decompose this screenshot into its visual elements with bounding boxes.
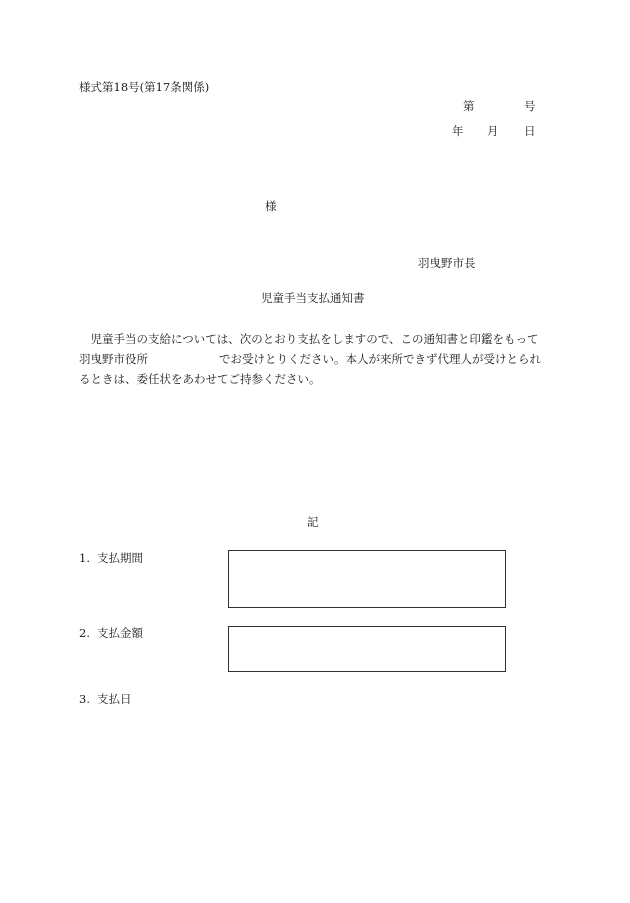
item-payment-period — [79, 553, 143, 565]
document-number-suffix: 号 — [524, 99, 536, 113]
body-line-2-text: でお受けとりください。本人が来所できず代理人が受けとられ — [219, 352, 541, 366]
document-number-prefix: 第 — [463, 99, 475, 113]
item-number: 1. — [79, 551, 90, 565]
recipient-honorific: 様 — [265, 199, 277, 213]
body-line-2 — [79, 349, 554, 369]
body-line-1-text: 児童手当の支給については、次のとおり支払をしますので、この通知書と印鑑をもって — [90, 332, 539, 346]
form-number: 様式第18号(第17条関係) — [79, 80, 210, 94]
notice-body — [79, 329, 554, 389]
item-payment-date — [79, 694, 132, 706]
item-label: 支払日 — [97, 692, 132, 706]
payment-amount-box — [228, 626, 506, 672]
date-day-label: 日 — [524, 124, 536, 138]
ki-heading: 記 — [307, 515, 319, 529]
office-name: 羽曳野市役所 — [79, 352, 148, 366]
item-number: 3. — [79, 692, 90, 706]
item-label: 支払金額 — [97, 626, 143, 640]
document-title: 児童手当支払通知書 — [261, 291, 365, 305]
body-line-1 — [79, 329, 554, 349]
body-line-3: るときは、委任状をあわせてご持参ください。 — [79, 372, 321, 386]
date-month-label: 月 — [487, 124, 499, 138]
payment-period-box — [228, 550, 506, 608]
item-payment-amount — [79, 628, 143, 640]
issuer-name: 羽曳野市長 — [418, 256, 476, 270]
item-number: 2. — [79, 626, 90, 640]
item-label: 支払期間 — [97, 551, 143, 565]
date-year-label: 年 — [452, 124, 464, 138]
